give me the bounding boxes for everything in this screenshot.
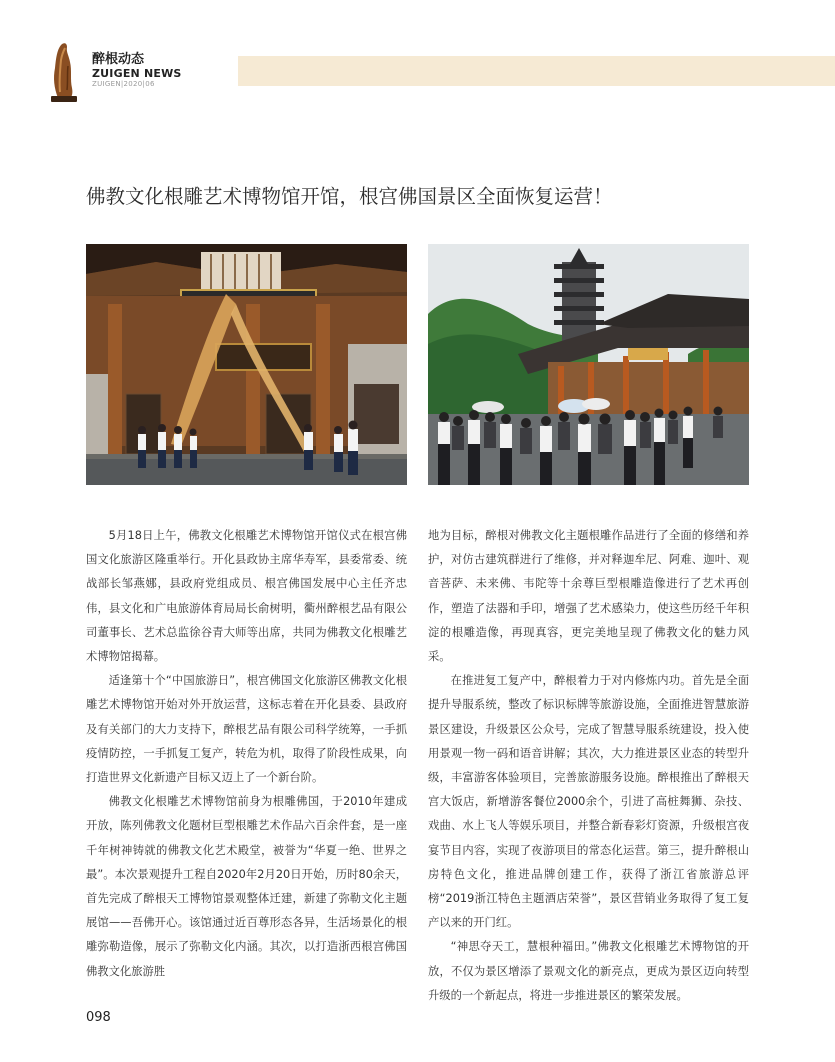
article-title: 佛教文化根雕艺术博物馆开馆，根宫佛国景区全面恢复运营！ (86, 185, 613, 208)
section-title-en: ZUIGEN NEWS (92, 67, 182, 80)
opening-ceremony-photo (86, 244, 407, 485)
section-brand (92, 52, 182, 89)
section-title-cn: 醉根动态 (92, 52, 145, 67)
issue-label: ZUIGEN|2020|06 (92, 80, 155, 88)
paragraph: 佛教文化根雕艺术博物馆前身为根雕佛国，于2010年建成开放，陈列佛教文化题材巨型根雕艺术作品六百余件套，是一座千年树神铸就的佛教文化艺术殿堂，被誉为“华夏一绝、世界之最”。本次景观提升工程自2020年2月20日开始，历时80余天，首先完成了醉根天工博物馆景观整体迁建，新建了弥勒文化主题展馆——吾佛开心。该馆通过近百尊形态各异，生活场景化的根雕弥勒造像，展示了弥勒文化内涵。其次，以打造浙西根宫佛国佛教文化旅游胜 (86, 795, 407, 978)
article-column-right (428, 524, 749, 1008)
paragraph: 在推进复工复产中，醉根着力于对内修炼内功。首先是全面提升导服系统，整改了标识标牌等旅游设施，全面推进智慧旅游景区建设，升级景区公众号，完成了智慧导服系统建设，投入使用景观一物一码和语音讲解；其次，大力推进景区业态的转型升级，丰富游客体验项目，完善旅游服务设施。醉根推出了醉根天宫大饭店，新增游客餐位2000余个，引进了高桩舞狮、杂技、戏曲、水上飞人等娱乐项目，并整合新春彩灯资源，升级根宫夜宴节目内容，实现了夜游项目的常态化运营。第三，提升醉根山房特色文化，推进品牌创建工作，获得了浙江省旅游总评榜“2019浙江特色主题酒店荣誉”，景区营销业务取得了复工复产以来的开门红。 (428, 674, 749, 930)
article-column-left (86, 524, 407, 984)
paragraph: 5月18日上午，佛教文化根雕艺术博物馆开馆仪式在根宫佛国文化旅游区隆重举行。开化县政协主席华寿军，县委常委、统战部长邹燕娜，县政府党组成员、根宫佛国发展中心主任齐忠伟，县文化和广电旅游体育局局长俞树明，衢州醉根艺品有限公司董事长、艺术总监徐谷青大师等出席，共同为佛教文化根雕艺术博物馆揭幕。 (86, 529, 407, 664)
root-sculpture-icon (48, 40, 80, 102)
scenic-area-visitors-photo (428, 244, 749, 485)
paragraph: “神思夺天工，慧根种福田。”佛教文化根雕艺术博物馆的开放，不仅为景区增添了景观文化的新亮点，更成为景区迈向转型升级的一个新起点，将进一步推进景区的繁荣发展。 (428, 940, 749, 1002)
header-band (238, 56, 835, 86)
paragraph: 适逢第十个“中国旅游日”，根宫佛国文化旅游区佛教文化根雕艺术博物馆开始对外开放运营，这标志着在开化县委、县政府及有关部门的大力支持下，醉根艺品有限公司科学统筹，一手抓疫情防控，一手抓复工复产，转危为机，取得了阶段性成果，向打造世界文化新遗产目标又迈上了一个新台阶。 (86, 674, 407, 785)
paragraph-continued: 地为目标，醉根对佛教文化主题根雕作品进行了全面的修缮和养护，对仿古建筑群进行了维修，并对释迦牟尼、阿难、迦叶、观音菩萨、未来佛、韦陀等十余尊巨型根雕造像进行了艺术再创作，塑造了法器和手印，增强了艺术感染力，使这些历经千年积淀的根雕造像，再现真容，更完美地呈现了佛教文化的魅力风采。 (428, 529, 749, 664)
page-number: 098 (86, 1010, 111, 1025)
